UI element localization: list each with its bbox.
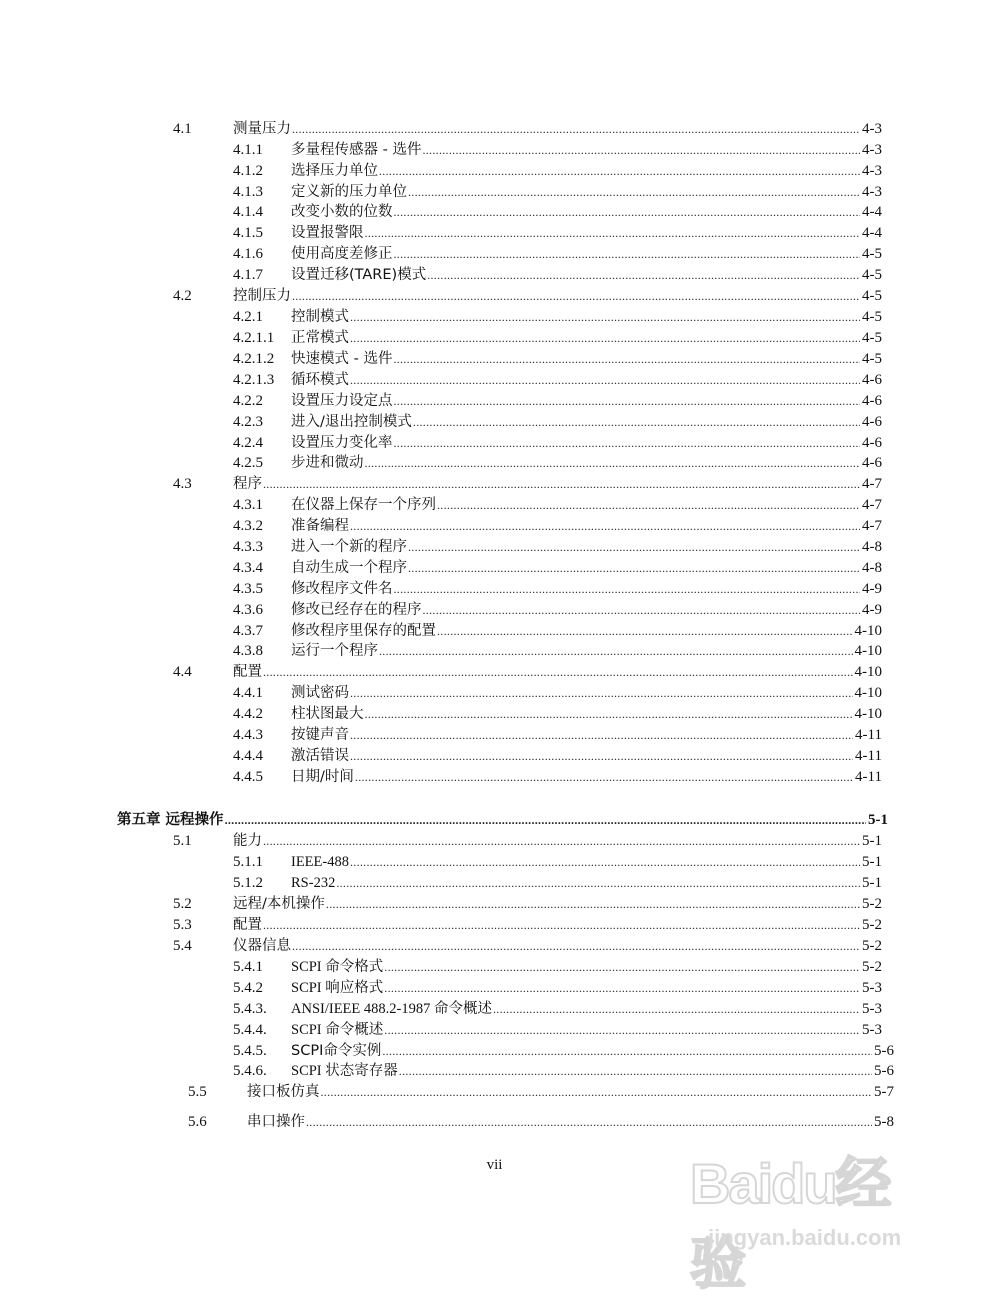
toc-entry-title: SCPI 命令格式 bbox=[291, 959, 384, 975]
toc-entry-number: 5.1 bbox=[173, 833, 192, 849]
toc-entry-title: RS-232 bbox=[291, 875, 336, 891]
toc-dot-leader bbox=[394, 202, 861, 222]
toc-dot-leader bbox=[350, 683, 853, 703]
toc-dot-leader bbox=[306, 1112, 872, 1132]
toc-entry-number: 4.3.1 bbox=[233, 497, 263, 513]
toc-entry-number: 5.1.1 bbox=[233, 854, 263, 870]
toc-dot-leader bbox=[350, 746, 853, 766]
toc-entry-title: 测试密码 bbox=[291, 685, 349, 701]
toc-entry-number: 4.2.3 bbox=[233, 414, 263, 430]
toc-entry-page: 4-5 bbox=[862, 288, 882, 304]
toc-dot-leader bbox=[384, 957, 860, 977]
toc-entry-number: 4.4.2 bbox=[233, 706, 263, 722]
toc-entry-page: 4-7 bbox=[862, 476, 882, 492]
toc-entry-number: 5.4.5. bbox=[233, 1043, 267, 1059]
toc-entry-page: 4-5 bbox=[862, 309, 882, 325]
toc-dot-leader bbox=[355, 767, 853, 787]
toc-entry-number: 4.2.1.3 bbox=[233, 372, 275, 388]
toc-entry-title: 设置压力设定点 bbox=[291, 393, 393, 409]
watermark-logo-text: Baidu经验 bbox=[690, 1152, 890, 1295]
toc-entry-title: 循环模式 bbox=[291, 372, 349, 388]
toc-dot-leader bbox=[365, 223, 861, 243]
toc-dot-leader bbox=[365, 453, 861, 473]
toc-entry-number: 5.6 bbox=[188, 1114, 207, 1130]
toc-dot-leader bbox=[384, 1020, 860, 1040]
toc-dot-leader bbox=[321, 1082, 873, 1102]
toc-dot-leader bbox=[225, 810, 866, 830]
toc-entry-number: 4.1.7 bbox=[233, 267, 263, 283]
toc-entry-number: 5.4.1 bbox=[233, 959, 263, 975]
toc-entry-page: 4-8 bbox=[862, 539, 882, 555]
toc-entry-title: 步进和微动 bbox=[291, 455, 364, 471]
toc-entry[interactable] bbox=[233, 349, 882, 369]
toc-entry-page: 4-5 bbox=[862, 246, 882, 262]
toc-entry-page: 5-3 bbox=[862, 1001, 882, 1017]
toc-dot-leader bbox=[408, 182, 860, 202]
toc-entry-title: 运行一个程序 bbox=[291, 643, 378, 659]
toc-entry-number: 5.4.6. bbox=[233, 1063, 267, 1079]
toc-entry-page: 4-9 bbox=[862, 581, 882, 597]
toc-entry-number: 4.4.4 bbox=[233, 748, 263, 764]
toc-entry[interactable] bbox=[117, 810, 888, 830]
toc-entry-page: 4-6 bbox=[862, 414, 882, 430]
toc-entry-title: 修改程序文件名 bbox=[291, 581, 393, 597]
toc-entry-title: 配置 bbox=[233, 917, 262, 933]
toc-entry-page: 4-6 bbox=[862, 435, 882, 451]
toc-entry-number: 4.3.5 bbox=[233, 581, 263, 597]
toc-entry-number: 4.2.2 bbox=[233, 393, 263, 409]
toc-entry[interactable] bbox=[233, 453, 882, 473]
toc-entry-page: 5-1 bbox=[868, 812, 888, 828]
toc-dot-leader bbox=[365, 704, 853, 724]
toc-entry-page: 4-11 bbox=[855, 748, 882, 764]
toc-dot-leader bbox=[408, 537, 860, 557]
toc-entry[interactable] bbox=[233, 516, 882, 536]
toc-entry[interactable] bbox=[173, 474, 882, 494]
toc-entry-number: 4.2.1.2 bbox=[233, 351, 275, 367]
toc-dot-leader bbox=[493, 999, 860, 1019]
toc-entry-title: 接口板仿真 bbox=[247, 1084, 320, 1100]
toc-entry-page: 4-3 bbox=[862, 121, 882, 137]
toc-dot-leader bbox=[423, 600, 861, 620]
toc-entry-title: 改变小数的位数 bbox=[291, 204, 393, 220]
toc-entry-number: 4.4.1 bbox=[233, 685, 263, 701]
toc-entry[interactable] bbox=[233, 746, 882, 766]
toc-entry-page: 5-7 bbox=[874, 1084, 894, 1100]
toc-entry-number: 5.4.4. bbox=[233, 1022, 267, 1038]
toc-entry[interactable] bbox=[233, 537, 882, 557]
toc-dot-leader bbox=[408, 558, 860, 578]
toc-entry-number: 4.1.2 bbox=[233, 163, 263, 179]
toc-entry-title: 修改已经存在的程序 bbox=[291, 602, 422, 618]
toc-entry-number: 4.4 bbox=[173, 664, 192, 680]
toc-entry-page: 5-6 bbox=[874, 1043, 894, 1059]
toc-entry-number: 4.3.7 bbox=[233, 623, 263, 639]
toc-dot-leader bbox=[350, 328, 860, 348]
toc-entry[interactable] bbox=[233, 433, 882, 453]
toc-entry[interactable] bbox=[233, 767, 882, 787]
toc-dot-leader bbox=[263, 662, 853, 682]
toc-entry[interactable] bbox=[233, 579, 882, 599]
toc-entry-page: 4-8 bbox=[862, 560, 882, 576]
toc-entry-title: 进入一个新的程序 bbox=[291, 539, 407, 555]
toc-entry[interactable] bbox=[233, 140, 882, 160]
toc-entry[interactable] bbox=[233, 704, 882, 724]
toc-entry-title: 配置 bbox=[233, 664, 262, 680]
toc-entry-title: 柱状图最大 bbox=[291, 706, 364, 722]
toc-entry[interactable] bbox=[233, 683, 882, 703]
toc-entry-page: 4-6 bbox=[862, 455, 882, 471]
toc-dot-leader bbox=[350, 516, 860, 536]
toc-entry-number: 4.3.6 bbox=[233, 602, 263, 618]
toc-entry[interactable] bbox=[233, 495, 882, 515]
toc-entry-page: 4-3 bbox=[862, 142, 882, 158]
toc-dot-leader bbox=[379, 161, 860, 181]
toc-entry-page: 4-5 bbox=[862, 267, 882, 283]
toc-entry-title: 控制模式 bbox=[291, 309, 349, 325]
toc-dot-leader bbox=[393, 349, 860, 369]
toc-entry-title: ANSI/IEEE 488.2-1987 命令概述 bbox=[291, 1001, 492, 1017]
toc-entry[interactable] bbox=[233, 1061, 894, 1081]
toc-entry-page: 5-1 bbox=[862, 833, 882, 849]
toc-entry-number: 4.1.3 bbox=[233, 184, 263, 200]
toc-entry-number: 4.1.5 bbox=[233, 225, 263, 241]
toc-dot-leader bbox=[413, 412, 860, 432]
toc-entry[interactable] bbox=[233, 999, 882, 1019]
toc-dot-leader bbox=[379, 641, 853, 661]
toc-entry-title: 使用高度差修正 bbox=[291, 246, 393, 262]
toc-entry-title: 仪器信息 bbox=[233, 938, 291, 954]
toc-dot-leader bbox=[350, 370, 860, 390]
toc-entry-number: 4.2.5 bbox=[233, 455, 263, 471]
toc-entry-page: 4-11 bbox=[855, 727, 882, 743]
toc-entry-page: 5-2 bbox=[862, 959, 882, 975]
toc-dot-leader bbox=[394, 391, 861, 411]
toc-entry[interactable] bbox=[173, 119, 882, 139]
toc-entry[interactable] bbox=[188, 1082, 894, 1102]
toc-entry-title: 激活错误 bbox=[291, 748, 349, 764]
toc-entry-page: 4-10 bbox=[854, 643, 882, 659]
toc-dot-leader bbox=[394, 433, 861, 453]
toc-entry[interactable] bbox=[173, 831, 882, 851]
toc-entry-title: 程序 bbox=[233, 476, 262, 492]
toc-entry-page: 4-5 bbox=[862, 330, 882, 346]
toc-entry-title: 设置报警限 bbox=[291, 225, 364, 241]
toc-dot-leader bbox=[399, 1061, 872, 1081]
toc-entry-number: 4.2.4 bbox=[233, 435, 263, 451]
toc-entry-title: 多量程传感器 - 选件 bbox=[291, 142, 422, 158]
toc-entry-title: 正常模式 bbox=[291, 330, 349, 346]
page-number: vii bbox=[486, 1157, 503, 1173]
toc-entry-number: 4.3.8 bbox=[233, 643, 263, 659]
toc-entry-title: SCPI 状态寄存器 bbox=[291, 1063, 398, 1079]
toc-dot-leader bbox=[427, 265, 860, 285]
toc-entry-page: 5-2 bbox=[862, 938, 882, 954]
toc-entry-number: 5.3 bbox=[173, 917, 192, 933]
toc-dot-leader bbox=[263, 831, 860, 851]
toc-dot-leader bbox=[350, 307, 860, 327]
toc-entry[interactable] bbox=[233, 957, 882, 977]
toc-entry-page: 5-6 bbox=[874, 1063, 894, 1079]
toc-dot-leader bbox=[336, 873, 860, 893]
toc-dot-leader bbox=[292, 936, 860, 956]
toc-entry-page: 5-1 bbox=[862, 875, 882, 891]
toc-dot-leader bbox=[437, 621, 853, 641]
toc-entry-page: 4-10 bbox=[854, 623, 882, 639]
toc-entry[interactable] bbox=[233, 328, 882, 348]
toc-entry-title: 设置迁移(TARE)模式 bbox=[291, 267, 427, 283]
toc-entry-page: 4-6 bbox=[862, 372, 882, 388]
toc-entry-number: 4.1.4 bbox=[233, 204, 263, 220]
toc-dot-leader bbox=[263, 474, 860, 494]
toc-entry-number: 4.3.2 bbox=[233, 518, 263, 534]
toc-entry-title: SCPI 响应格式 bbox=[291, 980, 384, 996]
toc-entry[interactable] bbox=[233, 1020, 882, 1040]
toc-entry[interactable] bbox=[233, 182, 882, 202]
toc-entry-title: 能力 bbox=[233, 833, 262, 849]
toc-entry[interactable] bbox=[233, 202, 882, 222]
toc-dot-leader bbox=[263, 915, 860, 935]
toc-dot-leader bbox=[394, 579, 861, 599]
toc-entry-number: 5.4.3. bbox=[233, 1001, 267, 1017]
toc-entry[interactable] bbox=[233, 641, 882, 661]
toc-entry-title: 快速模式 - 选件 bbox=[291, 351, 393, 367]
toc-entry[interactable] bbox=[233, 621, 882, 641]
toc-entry-title: 选择压力单位 bbox=[291, 163, 378, 179]
toc-entry[interactable] bbox=[173, 662, 882, 682]
toc-dot-leader bbox=[382, 1041, 872, 1061]
toc-entry-title: 串口操作 bbox=[247, 1114, 305, 1130]
toc-entry[interactable] bbox=[233, 370, 882, 390]
toc-dot-leader bbox=[350, 852, 860, 872]
toc-entry-title: 日期/时间 bbox=[291, 769, 354, 785]
toc-dot-leader bbox=[422, 140, 860, 160]
toc-entry-number: 4.3.4 bbox=[233, 560, 263, 576]
toc-entry[interactable] bbox=[233, 600, 882, 620]
toc-entry-number: 5.5 bbox=[188, 1084, 207, 1100]
toc-entry[interactable] bbox=[233, 852, 882, 872]
toc-entry[interactable] bbox=[233, 558, 882, 578]
toc-entry-number: 5.1.2 bbox=[233, 875, 263, 891]
toc-dot-leader bbox=[394, 244, 861, 264]
toc-dot-leader bbox=[437, 495, 860, 515]
toc-entry-title: IEEE-488 bbox=[291, 854, 349, 870]
toc-entry-page: 4-4 bbox=[862, 225, 882, 241]
toc-entry[interactable] bbox=[173, 936, 882, 956]
toc-entry[interactable] bbox=[233, 244, 882, 264]
toc-entry-title: 控制压力 bbox=[233, 288, 291, 304]
toc-entry-page: 4-3 bbox=[862, 184, 882, 200]
toc-entry-number: 4.1 bbox=[173, 121, 192, 137]
toc-entry-page: 4-10 bbox=[854, 664, 882, 680]
toc-entry-title: SCPI命令实例 bbox=[291, 1043, 382, 1059]
toc-entry-number: 5.4.2 bbox=[233, 980, 263, 996]
toc-entry-number: 5.2 bbox=[173, 896, 192, 912]
toc-entry-page: 5-8 bbox=[874, 1114, 894, 1130]
toc-dot-leader bbox=[292, 119, 860, 139]
toc-entry-page: 4-10 bbox=[854, 685, 882, 701]
toc-entry-number: 4.4.3 bbox=[233, 727, 263, 743]
toc-entry-title: 准备编程 bbox=[291, 518, 349, 534]
toc-entry-title: 定义新的压力单位 bbox=[291, 184, 407, 200]
toc-entry[interactable] bbox=[233, 873, 882, 893]
toc-entry-number: 4.4.5 bbox=[233, 769, 263, 785]
toc-entry-title: SCPI 命令概述 bbox=[291, 1022, 384, 1038]
toc-entry-number: 5.4 bbox=[173, 938, 192, 954]
toc-entry-title: 第五章 远程操作 bbox=[117, 812, 224, 828]
toc-entry-title: 测量压力 bbox=[233, 121, 291, 137]
toc-entry[interactable] bbox=[233, 978, 882, 998]
watermark-url-text: jingyan.baidu.com bbox=[708, 1225, 902, 1250]
toc-entry-page: 5-3 bbox=[862, 1022, 882, 1038]
toc-entry-number: 4.1.1 bbox=[233, 142, 263, 158]
toc-entry-page: 5-1 bbox=[862, 854, 882, 870]
toc-entry-page: 4-6 bbox=[862, 393, 882, 409]
toc-entry-page: 4-3 bbox=[862, 163, 882, 179]
toc-entry-page: 4-9 bbox=[862, 602, 882, 618]
toc-entry[interactable] bbox=[233, 307, 882, 327]
toc-entry-number: 4.3 bbox=[173, 476, 192, 492]
toc-dot-leader bbox=[350, 725, 853, 745]
toc-entry-page: 4-7 bbox=[862, 497, 882, 513]
toc-entry-number: 4.2 bbox=[173, 288, 192, 304]
toc-entry-number: 4.3.3 bbox=[233, 539, 263, 555]
toc-entry-title: 自动生成一个程序 bbox=[291, 560, 407, 576]
toc-dot-leader bbox=[292, 286, 860, 306]
toc-entry-page: 5-2 bbox=[862, 917, 882, 933]
toc-entry-page: 4-11 bbox=[855, 769, 882, 785]
toc-dot-leader bbox=[326, 894, 860, 914]
toc-entry[interactable] bbox=[233, 725, 882, 745]
toc-entry-title: 在仪器上保存一个序列 bbox=[291, 497, 436, 513]
toc-entry[interactable] bbox=[188, 1112, 894, 1132]
toc-dot-leader bbox=[384, 978, 860, 998]
toc-entry-page: 4-5 bbox=[862, 351, 882, 367]
toc-entry[interactable] bbox=[233, 412, 882, 432]
toc-entry[interactable] bbox=[173, 915, 882, 935]
toc-entry-title: 按键声音 bbox=[291, 727, 349, 743]
toc-entry-page: 4-10 bbox=[854, 706, 882, 722]
toc-entry[interactable] bbox=[233, 1041, 894, 1061]
toc-entry-title: 远程/本机操作 bbox=[233, 896, 325, 912]
toc-entry[interactable] bbox=[173, 286, 882, 306]
toc-entry[interactable] bbox=[173, 894, 882, 914]
toc-entry[interactable] bbox=[233, 391, 882, 411]
toc-entry-number: 4.1.6 bbox=[233, 246, 263, 262]
toc-entry-title: 修改程序里保存的配置 bbox=[291, 623, 436, 639]
toc-entry-page: 4-7 bbox=[862, 518, 882, 534]
toc-entry-page: 4-4 bbox=[862, 204, 882, 220]
toc-entry-page: 5-3 bbox=[862, 980, 882, 996]
toc-entry-title: 设置压力变化率 bbox=[291, 435, 393, 451]
toc-entry[interactable] bbox=[233, 265, 882, 285]
toc-entry-title: 进入/退出控制模式 bbox=[291, 414, 412, 430]
toc-entry-page: 5-2 bbox=[862, 896, 882, 912]
toc-entry[interactable] bbox=[233, 223, 882, 243]
toc-entry[interactable] bbox=[233, 161, 882, 181]
toc-entry-number: 4.2.1 bbox=[233, 309, 263, 325]
toc-entry-number: 4.2.1.1 bbox=[233, 330, 275, 346]
